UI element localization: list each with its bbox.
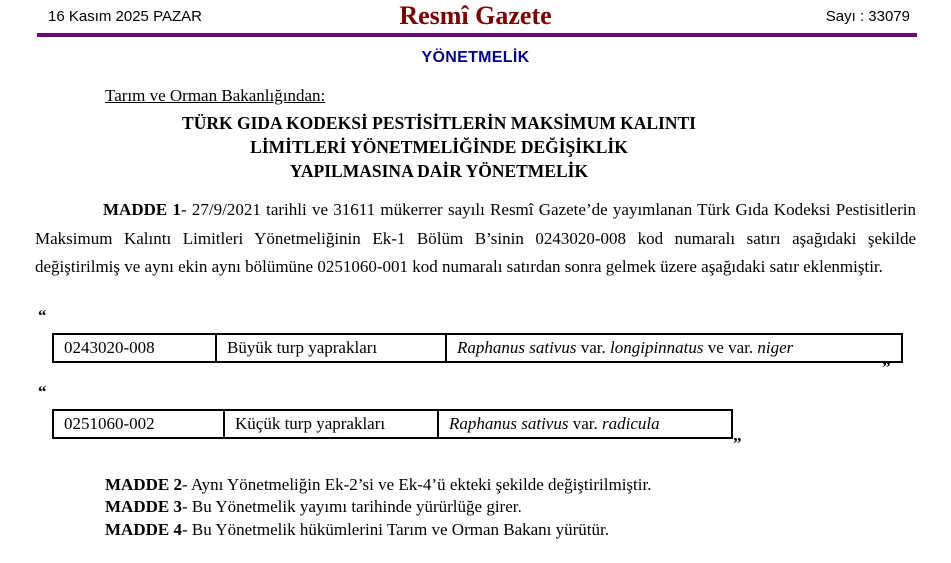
latin-name-cell: Raphanus sativus var. longipinnatus ve var. niger	[446, 334, 902, 362]
article-3-paragraph	[105, 496, 651, 518]
closing-articles	[105, 474, 651, 541]
code-cell: 0251060-002	[53, 410, 224, 438]
gazette-title: Resmî Gazete	[399, 1, 552, 30]
article-1-paragraph	[35, 196, 916, 282]
regulation-title-line2: LİMİTLERİ YÖNETMELİĞİNDE DEĞİŞİKLİK	[250, 137, 628, 157]
regulation-title	[35, 111, 843, 183]
issue-date: 16 Kasım 2025 PAZAR	[48, 8, 202, 25]
regulation-title-line3: YAPILMASINA DAİR YÖNETMELİK	[289, 161, 589, 181]
masthead-divider	[37, 33, 917, 37]
regulation-title-line1: TÜRK GIDA KODEKSİ PESTİSİTLERİN MAKSİMUM KALINTI	[182, 113, 696, 133]
article-3-label: MADDE 3	[105, 497, 182, 517]
ministry-line: Tarım ve Orman Bakanlığından:	[105, 86, 326, 105]
name-cell: Büyük turp yaprakları	[216, 334, 446, 362]
article-4-label: MADDE 4	[105, 519, 182, 539]
latin-name-cell: Raphanus sativus var. radicula	[438, 410, 732, 438]
article-3-text: - Bu Yönetmelik yayımı tarihinde yürürlüğe girer.	[181, 497, 522, 517]
mrl-table-1	[52, 333, 903, 363]
article-4-text: - Bu Yönetmelik hükümlerini Tarım ve Orman Bakanı yürütür.	[181, 519, 610, 539]
open-quote-1: “	[38, 306, 47, 325]
article-1-text: - 27/9/2021 tarihli ve 31611 mükerrer sayılı Resmî Gazete’de yayımlanan Türk Gıda Kodeksi Pestisitlerin Maksimum Kalıntı Limitleri Yönetmeliğinin Ek-1 Bölüm B’sinin 0243020-008 kod numaralı satırı aşağıdaki şekilde değiştirilmiş ve aynı ekin aynı bölümüne 0251060-001 kod numaralı satırdan sonra gelmek üzere aşağıdaki satır eklenmiştir.	[35, 200, 916, 276]
table-row	[53, 410, 732, 438]
article-4-paragraph	[105, 519, 651, 541]
issue-number: Sayı : 33079	[825, 8, 910, 25]
mrl-table-2	[52, 409, 733, 439]
close-quote-2: ”	[733, 434, 742, 453]
article-1-label: MADDE 1	[103, 200, 181, 219]
article-2-text: - Aynı Yönetmeliğin Ek-2’si ve Ek-4’ü ekteki şekilde değiştirilmiştir.	[181, 475, 652, 494]
open-quote-2: “	[38, 382, 47, 401]
close-quote-1: ”	[882, 358, 891, 377]
code-cell: 0243020-008	[53, 334, 216, 362]
section-heading: YÖNETMELİK	[421, 49, 530, 66]
table-row	[53, 334, 902, 362]
name-cell: Küçük turp yaprakları	[224, 410, 438, 438]
article-2-label: MADDE 2	[105, 475, 182, 494]
article-2-paragraph	[105, 474, 651, 496]
